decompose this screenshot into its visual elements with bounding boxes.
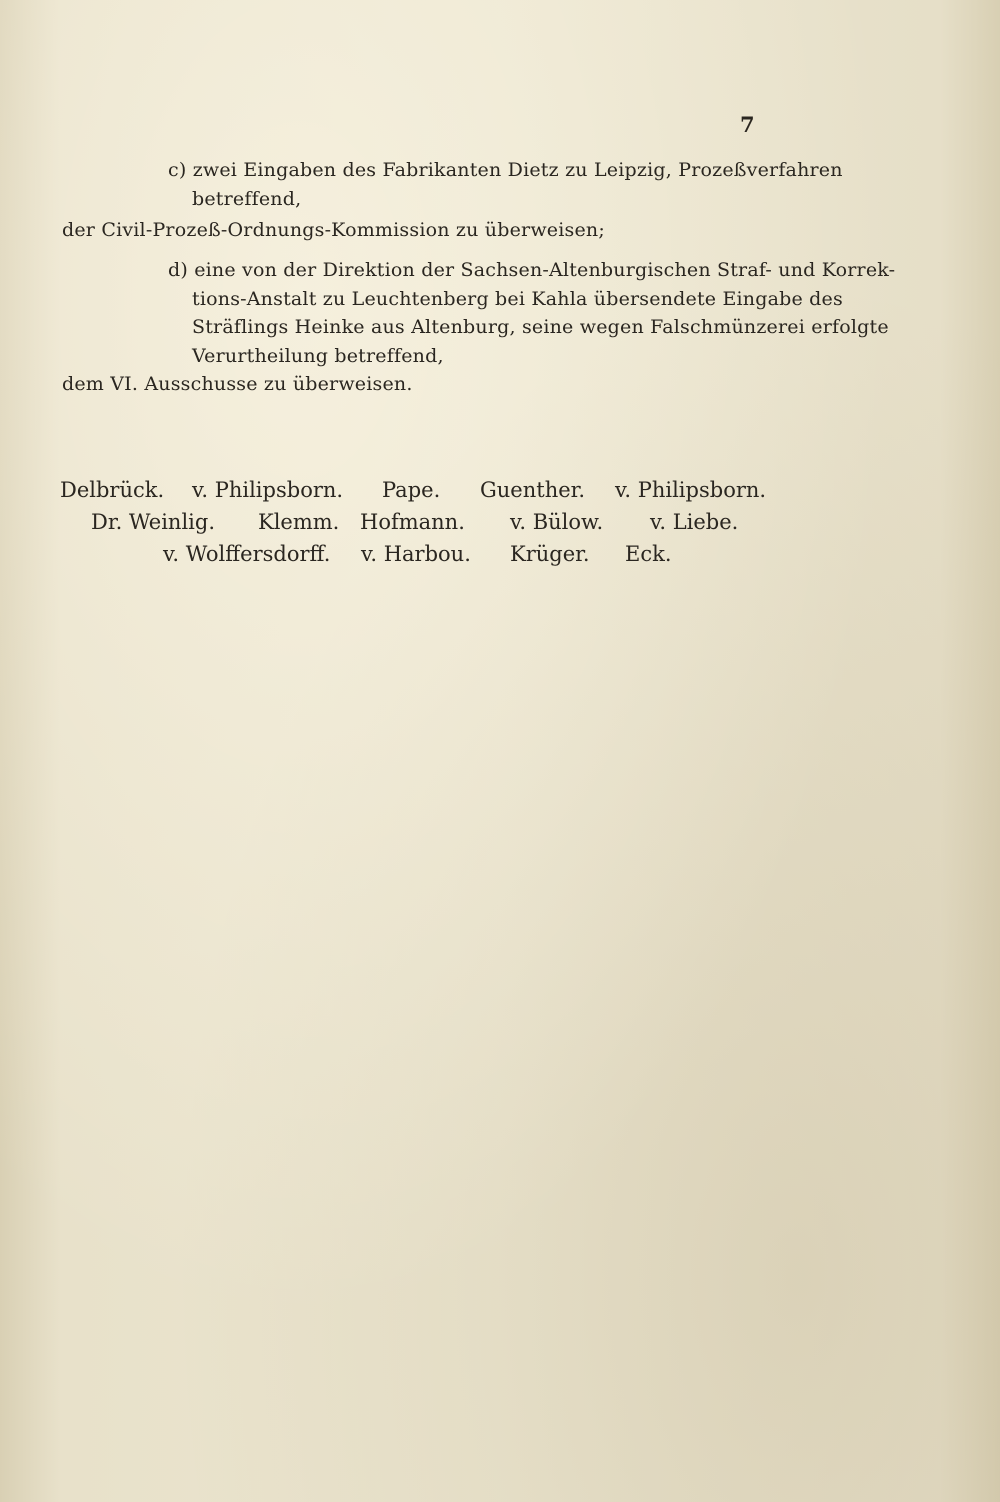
signature: Klemm.: [258, 510, 340, 534]
page-number: 7: [740, 112, 755, 137]
signature: v. Bülow.: [510, 510, 604, 534]
item-d-line-3: Sträflings Heinke aus Altenburg, seine wegen Falschmünzerei erfolgte: [192, 316, 889, 338]
signature: v. Harbou.: [361, 542, 471, 566]
signature: Pape.: [382, 478, 441, 502]
signature: v. Philipsborn.: [615, 478, 767, 502]
signature: Delbrück.: [60, 478, 165, 502]
signature-row-3: [55, 542, 765, 576]
signature: v. Philipsborn.: [192, 478, 344, 502]
signature: Dr. Weinlig.: [91, 510, 216, 534]
item-c-line-2: betreffend,: [192, 188, 302, 210]
signature-row-1: [55, 478, 765, 512]
item-c-line-3: der Civil-Prozeß-Ordnungs-Kommission zu überweisen;: [62, 219, 605, 241]
signature: Guenther.: [480, 478, 586, 502]
signature-row-2: [55, 510, 765, 544]
signature: Hofmann.: [360, 510, 465, 534]
item-d-line-2: tions-Anstalt zu Leuchtenberg bei Kahla übersendete Eingabe des: [192, 288, 843, 310]
item-d-line-1: d) eine von der Direktion der Sachsen-Altenburgischen Straf- und Korrek-: [168, 259, 896, 281]
signature: Krüger.: [510, 542, 590, 566]
signature: v. Liebe.: [650, 510, 739, 534]
signature: Eck.: [625, 542, 672, 566]
item-d-line-4: Verurtheilung betreffend,: [192, 345, 444, 367]
signature: v. Wolffersdorff.: [163, 542, 331, 566]
item-c-line-1: c) zwei Eingaben des Fabrikanten Dietz zu Leipzig, Prozeßverfahren: [168, 159, 843, 181]
item-d-line-5: dem VI. Ausschusse zu überweisen.: [62, 373, 413, 395]
